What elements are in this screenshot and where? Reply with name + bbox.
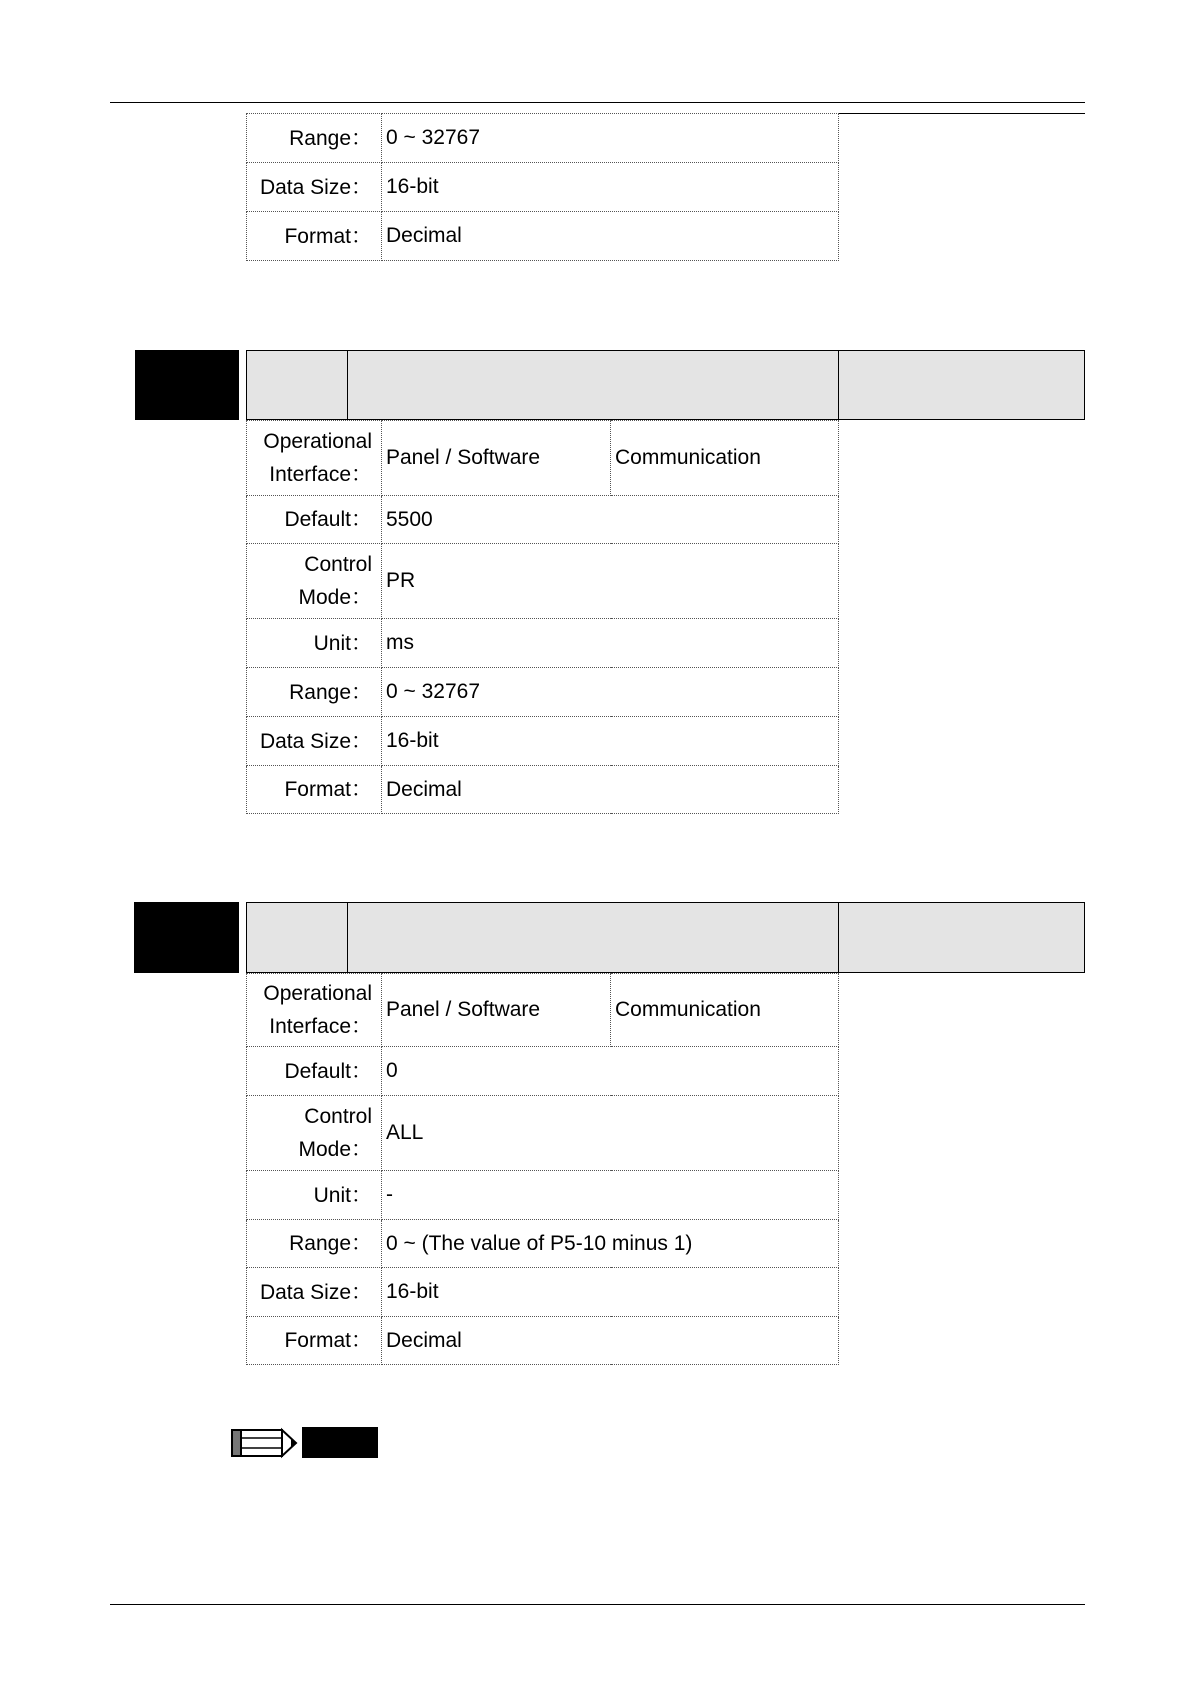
format-value: Decimal	[382, 1317, 839, 1365]
header-sub-rule	[838, 113, 1085, 114]
control-label-line1: Control	[304, 1105, 372, 1128]
pencil-icon	[230, 1427, 298, 1464]
data-size-label: Data Size	[259, 729, 351, 753]
data-size-label: Data Size	[259, 1280, 351, 1304]
control-mode-row: Control Mode： PR	[247, 544, 839, 619]
range-value: 0 ~ (The value of P5-10 minus 1)	[382, 1220, 839, 1268]
interface-comm-value: Communication	[611, 974, 839, 1047]
parameter-header-bar	[246, 902, 1085, 973]
default-label: Default	[284, 508, 351, 531]
control-label-line2: Mode	[298, 1138, 351, 1161]
data-size-value: 16-bit	[382, 1268, 839, 1317]
page-footer-rule	[110, 1604, 1085, 1605]
data-size-value: 16-bit	[382, 163, 839, 212]
format-row: Format： Decimal	[247, 1317, 839, 1365]
control-mode-value: PR	[382, 544, 839, 619]
format-value: Decimal	[382, 212, 839, 261]
range-row: Range： 0 ~ (The value of P5-10 minus 1)	[247, 1220, 839, 1268]
header-divider	[347, 903, 348, 972]
range-row: Range： 0 ~ 32767	[247, 668, 839, 717]
unit-value: ms	[382, 619, 839, 668]
format-label: Format	[284, 1329, 351, 1352]
page-header-rule	[110, 102, 1085, 103]
range-label: Range	[289, 1232, 351, 1255]
interface-row: Operational Interface： Panel / Software Communication	[247, 421, 839, 496]
data-size-value: 16-bit	[382, 717, 839, 766]
control-label-line2: Mode	[298, 586, 351, 609]
header-divider	[347, 351, 348, 419]
note-heading-bar	[302, 1427, 378, 1458]
format-label: Format	[284, 224, 351, 248]
parameter-header-bar	[246, 350, 1085, 420]
format-value: Decimal	[382, 766, 839, 814]
format-row: Format： Decimal	[247, 766, 839, 814]
data-size-label: Data Size	[259, 175, 351, 199]
interface-row: Operational Interface： Panel / Software Communication	[247, 974, 839, 1047]
data-size-row: Data Size： 16-bit	[247, 1268, 839, 1317]
unit-row: Unit： -	[247, 1171, 839, 1220]
default-value: 5500	[382, 496, 839, 544]
range-value: 0 ~ 32767	[382, 114, 839, 163]
interface-label-line1: Operational	[263, 430, 372, 453]
header-divider	[838, 351, 839, 419]
unit-label: Unit	[313, 631, 351, 655]
unit-value: -	[382, 1171, 839, 1220]
range-label: Range	[289, 126, 351, 150]
default-label: Default	[284, 1059, 351, 1083]
parameter-code-box	[134, 902, 239, 973]
data-size-row: Data Size： 16-bit	[247, 717, 839, 766]
range-value: 0 ~ 32767	[382, 668, 839, 717]
parameter-code-box	[135, 350, 239, 420]
format-row: Format： Decimal	[247, 212, 839, 261]
range-label: Range	[289, 680, 351, 704]
interface-panel-value: Panel / Software	[382, 421, 611, 496]
range-row: Range： 0 ~ 32767	[247, 114, 839, 163]
default-row: Default： 5500	[247, 496, 839, 544]
default-value: 0	[382, 1047, 839, 1096]
interface-panel-value: Panel / Software	[382, 974, 611, 1047]
parameter-table-2	[246, 973, 839, 1365]
top-parameter-table	[246, 113, 839, 261]
control-label-line1: Control	[304, 553, 372, 576]
interface-label-line2: Interface	[269, 1015, 351, 1038]
control-mode-value: ALL	[382, 1096, 839, 1171]
format-label: Format	[284, 778, 351, 801]
default-row: Default： 0	[247, 1047, 839, 1096]
data-size-row: Data Size： 16-bit	[247, 163, 839, 212]
interface-comm-value: Communication	[611, 421, 839, 496]
header-divider	[838, 903, 839, 972]
unit-row: Unit： ms	[247, 619, 839, 668]
parameter-table-1	[246, 420, 839, 814]
control-mode-row: Control Mode： ALL	[247, 1096, 839, 1171]
interface-label-line1: Operational	[263, 982, 372, 1005]
interface-label-line2: Interface	[269, 463, 351, 486]
unit-label: Unit	[313, 1183, 351, 1207]
